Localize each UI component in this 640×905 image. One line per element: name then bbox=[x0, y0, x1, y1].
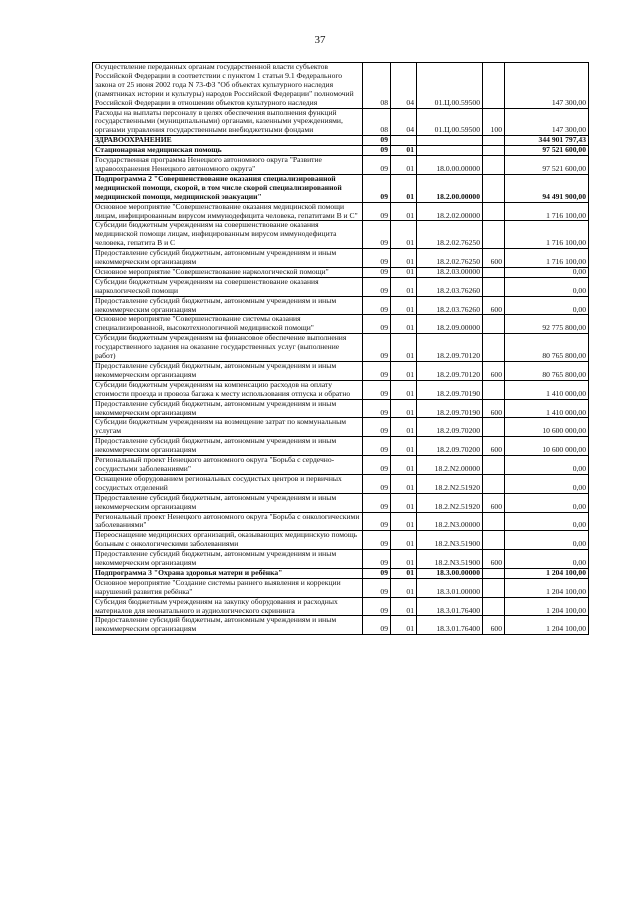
name-cell: Основное мероприятие "Совершенствование оказания медицинской помощи лицам, инфицированным вирусом иммунодефицита человека, гепатитами B и C" bbox=[93, 202, 363, 221]
section-code-cell: 09 bbox=[363, 362, 391, 381]
subsection-code-cell: 01 bbox=[391, 362, 417, 381]
target-article-cell: 18.2.03.76260 bbox=[417, 277, 483, 296]
target-article-cell: 18.2.09.70200 bbox=[417, 418, 483, 437]
subsection-code-cell: 04 bbox=[391, 63, 417, 109]
name-cell: Стационарная медицинская помощь bbox=[93, 146, 363, 156]
subsection-code-cell: 01 bbox=[391, 174, 417, 202]
expense-type-cell bbox=[483, 63, 505, 109]
section-code-cell: 09 bbox=[363, 616, 391, 635]
amount-cell: 0,00 bbox=[505, 277, 589, 296]
amount-cell: 147 300,00 bbox=[505, 63, 589, 109]
table-row bbox=[93, 550, 589, 569]
target-article-cell: 18.2.09.70120 bbox=[417, 334, 483, 362]
name-cell: Предоставление субсидий бюджетным, автономным учреждениям и иным некоммерческим организациям bbox=[93, 362, 363, 381]
target-article-cell: 18.2.09.00000 bbox=[417, 315, 483, 334]
name-cell: Субсидии бюджетным учреждениям на компенсацию расходов на оплату стоимости проезда и провоза багажа к месту использования отпуска и обратно bbox=[93, 380, 363, 399]
name-cell: Переоснащение медицинских организаций, оказывающих медицинскую помощь больным с онкологическими заболеваниями bbox=[93, 531, 363, 550]
table-row bbox=[93, 334, 589, 362]
target-article-cell: 18.2.N3.51900 bbox=[417, 550, 483, 569]
expense-type-cell bbox=[483, 568, 505, 578]
expense-type-cell bbox=[483, 456, 505, 475]
expense-type-cell bbox=[483, 174, 505, 202]
expense-type-cell bbox=[483, 315, 505, 334]
name-cell: Субсидия бюджетным учреждениям на закупку оборудования и расходных материалов для неонатального и аудиологического скрининга bbox=[93, 597, 363, 616]
table-row bbox=[93, 616, 589, 635]
expense-type-cell bbox=[483, 380, 505, 399]
section-code-cell: 09 bbox=[363, 146, 391, 156]
table-row bbox=[93, 493, 589, 512]
expense-type-cell: 600 bbox=[483, 249, 505, 268]
subsection-code-cell: 01 bbox=[391, 156, 417, 175]
target-article-cell: 18.3.01.76400 bbox=[417, 597, 483, 616]
expense-type-cell bbox=[483, 597, 505, 616]
table-row bbox=[93, 568, 589, 578]
subsection-code-cell: 01 bbox=[391, 334, 417, 362]
table-row bbox=[93, 456, 589, 475]
subsection-code-cell: 01 bbox=[391, 267, 417, 277]
target-article-cell: 18.2.N2.51920 bbox=[417, 474, 483, 493]
name-cell: Расходы на выплаты персоналу в целях обеспечения выполнения функций государственными (муниципальными) органами, казенными учреждениями, органами управления государственными внебюджетными фондами bbox=[93, 108, 363, 136]
table-row bbox=[93, 108, 589, 136]
section-code-cell: 09 bbox=[363, 578, 391, 597]
section-code-cell: 09 bbox=[363, 277, 391, 296]
target-article-cell: 18.2.03.00000 bbox=[417, 267, 483, 277]
section-code-cell: 09 bbox=[363, 249, 391, 268]
subsection-code-cell: 01 bbox=[391, 531, 417, 550]
amount-cell: 0,00 bbox=[505, 474, 589, 493]
expense-type-cell: 600 bbox=[483, 296, 505, 315]
name-cell: Предоставление субсидий бюджетным, автономным учреждениям и иным некоммерческим организациям bbox=[93, 437, 363, 456]
table-row bbox=[93, 474, 589, 493]
table-row bbox=[93, 267, 589, 277]
name-cell: Предоставление субсидий бюджетным, автономным учреждениям и иным некоммерческим организациям bbox=[93, 493, 363, 512]
subsection-code-cell: 01 bbox=[391, 437, 417, 456]
section-code-cell: 08 bbox=[363, 63, 391, 109]
amount-cell: 147 300,00 bbox=[505, 108, 589, 136]
amount-cell: 1 204 100,00 bbox=[505, 568, 589, 578]
amount-cell: 0,00 bbox=[505, 493, 589, 512]
subsection-code-cell: 01 bbox=[391, 493, 417, 512]
section-code-cell: 09 bbox=[363, 334, 391, 362]
amount-cell: 0,00 bbox=[505, 456, 589, 475]
target-article-cell: 18.2.03.76260 bbox=[417, 296, 483, 315]
section-code-cell: 09 bbox=[363, 380, 391, 399]
page-number: 37 bbox=[314, 34, 326, 46]
section-code-cell: 09 bbox=[363, 597, 391, 616]
expense-type-cell bbox=[483, 512, 505, 531]
expense-type-cell bbox=[483, 267, 505, 277]
section-code-cell: 09 bbox=[363, 418, 391, 437]
expense-type-cell bbox=[483, 578, 505, 597]
expense-type-cell bbox=[483, 156, 505, 175]
expense-type-cell bbox=[483, 474, 505, 493]
amount-cell: 344 901 797,43 bbox=[505, 136, 589, 146]
name-cell: ЗДРАВООХРАНЕНИЕ bbox=[93, 136, 363, 146]
expense-type-cell: 600 bbox=[483, 399, 505, 418]
target-article-cell: 01.Ц.00.59500 bbox=[417, 63, 483, 109]
name-cell: Региональный проект Ненецкого автономного округа "Борьба с сердечно-сосудистыми заболеваниями" bbox=[93, 456, 363, 475]
target-article-cell: 18.2.02.76250 bbox=[417, 249, 483, 268]
section-code-cell: 08 bbox=[363, 108, 391, 136]
subsection-code-cell: 01 bbox=[391, 146, 417, 156]
expense-type-cell bbox=[483, 531, 505, 550]
amount-cell: 0,00 bbox=[505, 512, 589, 531]
name-cell: Предоставление субсидий бюджетным, автономным учреждениям и иным некоммерческим организациям bbox=[93, 249, 363, 268]
name-cell: Предоставление субсидий бюджетным, автономным учреждениям и иным некоммерческим организациям bbox=[93, 550, 363, 569]
table-row bbox=[93, 277, 589, 296]
amount-cell: 10 600 000,00 bbox=[505, 418, 589, 437]
amount-cell: 0,00 bbox=[505, 296, 589, 315]
target-article-cell: 18.2.00.00000 bbox=[417, 174, 483, 202]
section-code-cell: 09 bbox=[363, 568, 391, 578]
amount-cell: 0,00 bbox=[505, 550, 589, 569]
table-row bbox=[93, 63, 589, 109]
subsection-code-cell: 01 bbox=[391, 550, 417, 569]
subsection-code-cell: 01 bbox=[391, 616, 417, 635]
subsection-code-cell: 01 bbox=[391, 249, 417, 268]
subsection-code-cell: 01 bbox=[391, 399, 417, 418]
target-article-cell: 18.2.N3.51900 bbox=[417, 531, 483, 550]
section-code-cell: 09 bbox=[363, 174, 391, 202]
amount-cell: 10 600 000,00 bbox=[505, 437, 589, 456]
subsection-code-cell: 01 bbox=[391, 512, 417, 531]
table-row bbox=[93, 597, 589, 616]
section-code-cell: 09 bbox=[363, 136, 391, 146]
name-cell: Предоставление субсидий бюджетным, автономным учреждениям и иным некоммерческим организациям bbox=[93, 296, 363, 315]
target-article-cell: 18.2.09.70120 bbox=[417, 362, 483, 381]
subsection-code-cell: 01 bbox=[391, 474, 417, 493]
section-code-cell: 09 bbox=[363, 437, 391, 456]
table-row bbox=[93, 437, 589, 456]
subsection-code-cell: 01 bbox=[391, 315, 417, 334]
target-article-cell: 18.2.09.70190 bbox=[417, 380, 483, 399]
subsection-code-cell: 01 bbox=[391, 277, 417, 296]
section-code-cell: 09 bbox=[363, 296, 391, 315]
expense-type-cell: 600 bbox=[483, 493, 505, 512]
section-code-cell: 09 bbox=[363, 531, 391, 550]
name-cell: Подпрограмма 2 "Совершенствование оказания специализированной медицинской помощи, скорой, в том числе скорой специализированной медицинской помощи, медицинской эвакуации" bbox=[93, 174, 363, 202]
section-code-cell: 09 bbox=[363, 399, 391, 418]
amount-cell: 1 410 000,00 bbox=[505, 399, 589, 418]
subsection-code-cell: 01 bbox=[391, 568, 417, 578]
target-article-cell: 18.2.N2.51920 bbox=[417, 493, 483, 512]
target-article-cell: 18.2.09.70190 bbox=[417, 399, 483, 418]
section-code-cell: 09 bbox=[363, 267, 391, 277]
table-row bbox=[93, 399, 589, 418]
table-row bbox=[93, 362, 589, 381]
table-row bbox=[93, 531, 589, 550]
name-cell: Субсидии бюджетным учреждениям на финансовое обеспечение выполнения государственного задания на оказание государственных услуг (выполнение работ) bbox=[93, 334, 363, 362]
table-row bbox=[93, 578, 589, 597]
amount-cell: 94 491 900,00 bbox=[505, 174, 589, 202]
subsection-code-cell: 01 bbox=[391, 456, 417, 475]
amount-cell: 1 204 100,00 bbox=[505, 616, 589, 635]
amount-cell: 1 204 100,00 bbox=[505, 578, 589, 597]
name-cell: Предоставление субсидий бюджетным, автономным учреждениям и иным некоммерческим организациям bbox=[93, 616, 363, 635]
amount-cell: 80 765 800,00 bbox=[505, 362, 589, 381]
subsection-code-cell: 01 bbox=[391, 578, 417, 597]
expense-type-cell: 600 bbox=[483, 362, 505, 381]
subsection-code-cell: 01 bbox=[391, 202, 417, 221]
table-row bbox=[93, 174, 589, 202]
expense-type-cell: 600 bbox=[483, 616, 505, 635]
expense-type-cell bbox=[483, 202, 505, 221]
expense-type-cell bbox=[483, 418, 505, 437]
target-article-cell: 18.2.02.00000 bbox=[417, 202, 483, 221]
table-row bbox=[93, 315, 589, 334]
expense-type-cell bbox=[483, 136, 505, 146]
target-article-cell: 18.2.N2.00000 bbox=[417, 456, 483, 475]
name-cell: Региональный проект Ненецкого автономного округа "Борьба с онкологическими заболеваниями" bbox=[93, 512, 363, 531]
name-cell: Основное мероприятие "Совершенствование системы оказания специализированной, высокотехнологичной медицинской помощи" bbox=[93, 315, 363, 334]
table-row bbox=[93, 380, 589, 399]
section-code-cell: 09 bbox=[363, 456, 391, 475]
target-article-cell: 18.3.01.00000 bbox=[417, 578, 483, 597]
name-cell: Осуществление переданных органам государственной власти субъектов Российской Федерации в соответствии с пунктом 1 статьи 9.1 Федерального закона от 25 июня 2002 года N 73-ФЗ "Об объектах культурного наследия (памятниках истории и культуры) народов Российской Федерации" полномочий Российской Федерации в отношении объектов культурного наследия bbox=[93, 63, 363, 109]
section-code-cell: 09 bbox=[363, 493, 391, 512]
target-article-cell: 18.2.09.70200 bbox=[417, 437, 483, 456]
target-article-cell: 18.2.N3.00000 bbox=[417, 512, 483, 531]
amount-cell: 1 716 100,00 bbox=[505, 249, 589, 268]
table-row bbox=[93, 418, 589, 437]
amount-cell: 97 521 600,00 bbox=[505, 146, 589, 156]
amount-cell: 0,00 bbox=[505, 531, 589, 550]
table-row bbox=[93, 136, 589, 146]
name-cell: Предоставление субсидий бюджетным, автономным учреждениям и иным некоммерческим организациям bbox=[93, 399, 363, 418]
target-article-cell: 18.3.01.76400 bbox=[417, 616, 483, 635]
section-code-cell: 09 bbox=[363, 221, 391, 249]
amount-cell: 1 716 100,00 bbox=[505, 202, 589, 221]
subsection-code-cell: 01 bbox=[391, 597, 417, 616]
budget-table-body bbox=[93, 63, 589, 635]
name-cell: Основное мероприятие "Совершенствование наркологической помощи" bbox=[93, 267, 363, 277]
target-article-cell: 18.3.00.00000 bbox=[417, 568, 483, 578]
target-article-cell bbox=[417, 136, 483, 146]
table-row bbox=[93, 156, 589, 175]
amount-cell: 92 775 800,00 bbox=[505, 315, 589, 334]
expense-type-cell bbox=[483, 146, 505, 156]
expense-type-cell bbox=[483, 221, 505, 249]
section-code-cell: 09 bbox=[363, 315, 391, 334]
section-code-cell: 09 bbox=[363, 474, 391, 493]
section-code-cell: 09 bbox=[363, 550, 391, 569]
name-cell: Государственная программа Ненецкого автономного округа "Развитие здравоохранения Ненецкого автономного округа" bbox=[93, 156, 363, 175]
name-cell: Субсидии бюджетным учреждениям на совершенствование оказания наркологической помощи bbox=[93, 277, 363, 296]
subsection-code-cell: 01 bbox=[391, 418, 417, 437]
name-cell: Субсидии бюджетным учреждениям на совершенствование оказания медицинской помощи лицам, инфицированным вирусом иммунодефицита человека, гепатита B и C bbox=[93, 221, 363, 249]
amount-cell: 1 204 100,00 bbox=[505, 597, 589, 616]
target-article-cell: 18.0.00.00000 bbox=[417, 156, 483, 175]
target-article-cell bbox=[417, 146, 483, 156]
amount-cell: 97 521 600,00 bbox=[505, 156, 589, 175]
expense-type-cell bbox=[483, 277, 505, 296]
amount-cell: 0,00 bbox=[505, 267, 589, 277]
amount-cell: 1 410 000,00 bbox=[505, 380, 589, 399]
budget-table bbox=[92, 62, 589, 635]
subsection-code-cell: 01 bbox=[391, 221, 417, 249]
table-row bbox=[93, 249, 589, 268]
expense-type-cell: 100 bbox=[483, 108, 505, 136]
subsection-code-cell bbox=[391, 136, 417, 146]
table-row bbox=[93, 512, 589, 531]
subsection-code-cell: 01 bbox=[391, 296, 417, 315]
table-row bbox=[93, 146, 589, 156]
section-code-cell: 09 bbox=[363, 202, 391, 221]
table-row bbox=[93, 221, 589, 249]
amount-cell: 1 716 100,00 bbox=[505, 221, 589, 249]
table-row bbox=[93, 296, 589, 315]
subsection-code-cell: 04 bbox=[391, 108, 417, 136]
name-cell: Оснащение оборудованием региональных сосудистых центров и первичных сосудистых отделений bbox=[93, 474, 363, 493]
name-cell: Подпрограмма 3 "Охрана здоровья матери и ребёнка" bbox=[93, 568, 363, 578]
subsection-code-cell: 01 bbox=[391, 380, 417, 399]
section-code-cell: 09 bbox=[363, 156, 391, 175]
expense-type-cell: 600 bbox=[483, 550, 505, 569]
expense-type-cell bbox=[483, 334, 505, 362]
name-cell: Основное мероприятие "Создание системы раннего выявления и коррекции нарушений развития ребёнка" bbox=[93, 578, 363, 597]
target-article-cell: 01.Ц.00.59500 bbox=[417, 108, 483, 136]
target-article-cell: 18.2.02.76250 bbox=[417, 221, 483, 249]
section-code-cell: 09 bbox=[363, 512, 391, 531]
expense-type-cell: 600 bbox=[483, 437, 505, 456]
name-cell: Субсидии бюджетным учреждениям на возмещение затрат по коммунальным услугам bbox=[93, 418, 363, 437]
amount-cell: 80 765 800,00 bbox=[505, 334, 589, 362]
table-row bbox=[93, 202, 589, 221]
